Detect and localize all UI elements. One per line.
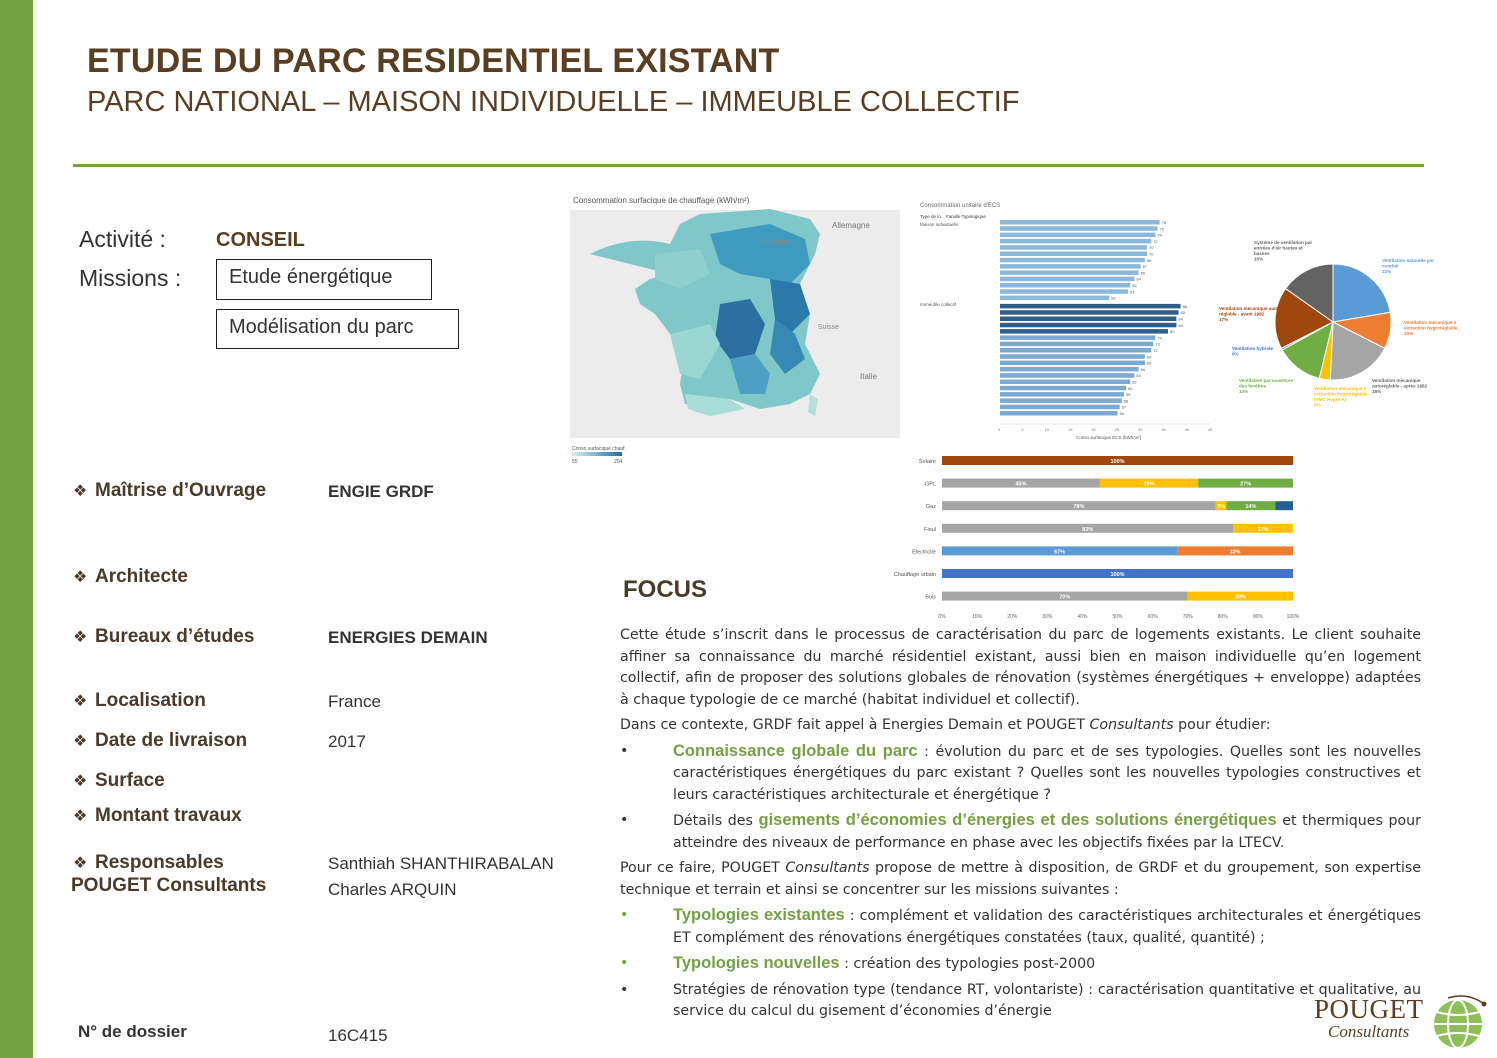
ecs-x-tick: 20: [1091, 427, 1096, 432]
ecs-bar: [1000, 289, 1128, 294]
ecs-bar: [1000, 226, 1158, 231]
pie-slice-label: Ventilation mécanique auto réglable - avant 1982 17%: [1219, 306, 1279, 322]
ecs-chart-title: Consommation unitaire d'ECS: [920, 203, 1001, 209]
ecs-bar-label: 64: [1136, 373, 1141, 379]
stacked-bar-label: 14%: [1245, 504, 1257, 511]
pie-chart-svg: [1214, 232, 1458, 422]
responsables-company: POUGET Consultants: [71, 875, 267, 896]
diamond-bullet-icon: ❖: [73, 855, 88, 872]
ecs-bar: [1000, 405, 1120, 410]
ecs-bar-label: 84: [1178, 316, 1183, 322]
focus-bullet-4: • Typologies nouvelles : création des typologies post-2000: [620, 954, 1096, 972]
stacked-x-tick: 70%: [1182, 614, 1193, 620]
ecs-bar-label: 69: [1146, 354, 1152, 360]
diamond-bullet-icon: ❖: [73, 693, 88, 710]
ecs-bar: [1000, 258, 1145, 263]
ecs-x-tick: 25: [1114, 427, 1120, 432]
pie-slice-label: Ventilation par ouverture des fenêtres 13%: [1239, 378, 1294, 394]
responsables-label: ❖ Responsables: [73, 852, 224, 873]
logo-text-consultants: Consultants: [1328, 1022, 1410, 1041]
ecs-chart-svg: [916, 198, 1212, 443]
responsable-1: Santhiah SHANTHIRABALAN: [328, 854, 554, 873]
ecs-bar-label: 72: [1153, 238, 1158, 244]
ecs-bar: [1000, 264, 1141, 269]
ecs-x-tick: 15: [1068, 427, 1073, 432]
ecs-bar: [1000, 398, 1122, 403]
ecs-bar-label: 67: [1142, 264, 1148, 270]
stacked-bar-label: 27%: [1240, 481, 1252, 488]
ecs-bar: [1000, 335, 1155, 340]
ecs-bar-label: 62: [1132, 283, 1137, 288]
ecs-bar: [1000, 245, 1147, 250]
ecs-bar: [1000, 310, 1179, 315]
diamond-bullet-icon: ❖: [73, 483, 88, 500]
ecs-bar: [1000, 361, 1145, 366]
ecs-bar: [1000, 252, 1147, 257]
stacked-bar-label: 67%: [1054, 549, 1066, 556]
ecs-bar-label: 74: [1157, 232, 1162, 238]
ecs-bar: [1000, 373, 1134, 378]
ecs-bar-label: 57: [1121, 404, 1127, 410]
maitrise-label: ❖ Maîtrise d’Ouvrage: [73, 480, 267, 501]
stacked-x-tick: 60%: [1147, 614, 1158, 620]
ecs-bar-label: 52: [1111, 295, 1116, 301]
ecs-bar: [1000, 354, 1145, 359]
pie-slice-label: Système de ventilation par entrées d'air hautes et basses 15%: [1254, 240, 1313, 262]
stacked-category-label: Chauffage urbain: [893, 572, 936, 578]
dossier-value: 16C415: [328, 1026, 388, 1045]
ecs-group-label: Maison individuelle: [920, 222, 959, 227]
map-label-italie: Italie: [860, 372, 877, 381]
ecs-bar: [1000, 239, 1151, 244]
localisation-value: France: [328, 692, 381, 711]
stacked-bar-segment: [1275, 501, 1293, 510]
ecs-x-tick: 35: [1161, 427, 1166, 432]
ecs-bar: [1000, 342, 1153, 347]
ecs-bar-label: 75: [1159, 226, 1164, 232]
activite-value: CONSEIL: [216, 229, 305, 251]
ecs-bar-label: 80: [1170, 329, 1175, 335]
france-map: [570, 194, 902, 464]
ecs-bar: [1000, 392, 1124, 397]
ecs-bar-label: 59: [1125, 392, 1131, 398]
ecs-bar-label: 76: [1161, 220, 1167, 225]
ecs-bar-label: 66: [1140, 366, 1146, 372]
pie-slice-label: Ventilation mécanique à extraction hygroréglable 10%: [1404, 320, 1458, 336]
maitrise-value: ENGIE GRDF: [328, 482, 434, 501]
diamond-bullet-icon: ❖: [73, 773, 88, 790]
focus-bullet-1: • Connaissance globale du parc : évolution du parc et de ses typologies. Quelles sont les nouvelles caractéristiques énergétiques du parc existant ? Quelles sont les nouvelles typologies constructives et leurs caractéristiques architecturale et énergétique ?: [620, 741, 1421, 803]
title-divider: [73, 164, 1424, 167]
ecs-bar: [1000, 304, 1181, 309]
activite-label: Activité :: [79, 226, 166, 252]
pie-slice-label: Ventilation mécanique à extraction hygroréglable (VMC Hygro A) 3%: [1314, 386, 1368, 408]
stacked-x-tick: 100%: [1286, 614, 1300, 620]
bureaux-value: ENERGIES DEMAIN: [328, 628, 488, 647]
stacked-bar-label: 3%: [1217, 504, 1226, 511]
date-label: ❖ Date de livraison: [73, 730, 248, 751]
ecs-x-tick: 10: [1044, 427, 1050, 432]
ecs-x-tick: 5: [1021, 427, 1024, 432]
bureaux-label: ❖ Bureaux d’études: [73, 626, 255, 647]
focus-paragraph-3: Pour ce faire, POUGET Consultants propose de mettre à disposition, de GRDF et du groupement, son expertise technique et terrain et ainsi se concentrer sur les missions suivantes :: [620, 860, 1422, 898]
ecs-x-tick: 40: [1184, 427, 1190, 432]
map-legend-title: Conso surfacique chauf.: [572, 446, 626, 452]
diamond-bullet-icon: ❖: [73, 569, 88, 586]
stacked-bar-label: 30%: [1234, 594, 1246, 601]
stacked-bar-label: 28%: [1143, 481, 1155, 488]
ecs-x-tick: 30: [1138, 427, 1143, 432]
focus-paragraph-2: Dans ce contexte, GRDF fait appel à Energies Demain et POUGET Consultants pour étudier:: [620, 717, 1271, 733]
green-sidebar-strip: [0, 0, 33, 1058]
stacked-category-label: Bois: [925, 594, 936, 601]
map-label-allemagne: Allemagne: [832, 221, 870, 230]
pie-slice-label: Ventilation mécanique autoréglable - après 1982 18%: [1372, 378, 1428, 394]
ecs-group-label: Immeuble collectif: [920, 302, 957, 307]
stacked-category-label: Fioul: [924, 526, 936, 533]
stacked-category-label: GPL: [924, 481, 936, 488]
energy-stacked-chart: [880, 450, 1300, 625]
map-label-suisse: Suisse: [818, 324, 840, 331]
focus-bullet-3: • Typologies existantes : complément et validation des caractéristiques architecturales et énergétiques ET complément des rénovations énergétiques constatées (taux, qualité, quantité) ;: [620, 906, 1421, 946]
ecs-bar: [1000, 317, 1176, 322]
stacked-x-tick: 30%: [1042, 614, 1053, 620]
globe-icon: [1428, 992, 1488, 1052]
mission-box-etude: Etude énergétique: [216, 259, 432, 300]
pie-slice-label: Ventilation naturelle par conduit 22%: [1382, 258, 1435, 274]
stacked-bar-label: 70%: [1059, 594, 1071, 601]
mission-box-modelisation: Modélisation du parc: [216, 309, 459, 349]
ecs-bar-label: 74: [1157, 335, 1162, 341]
focus-title: FOCUS: [623, 576, 707, 603]
ecs-bar-label: 72: [1153, 348, 1158, 353]
stacked-category-label: Gaz: [925, 504, 936, 511]
pie-slice-label: Ventilation hybride 0%: [1232, 346, 1274, 357]
focus-bullet-5: • Stratégies de rénovation type (tendance RT, volontariste) : caractérisation quantitative et qualitative, au service du calcul du gisement d’économies d’énergie: [620, 981, 1421, 1019]
stacked-x-tick: 90%: [1252, 614, 1263, 620]
ecs-bar-label: 86: [1182, 303, 1188, 309]
surface-label: ❖ Surface: [73, 770, 165, 791]
ecs-bar-label: 61: [1130, 289, 1135, 295]
ecs-bar-label: 62: [1132, 379, 1137, 385]
stacked-bar-label: 33%: [1229, 549, 1241, 556]
ecs-bar: [1000, 367, 1139, 372]
ecs-bar: [1000, 380, 1130, 385]
stacked-bar-label: 100%: [1110, 572, 1125, 578]
dossier-label: N° de dossier: [78, 1022, 187, 1041]
focus-paragraph-1: Cette étude s’inscrit dans le processus de caractérisation du parc de logements existants. Le client souhaite affiner sa connaissance du marché résidentiel existant, aussi bien en maison individuelle qu’en logement collectif, afin de proposer des solutions globales de rénovation (systèmes énergétiques + enveloppe) adaptées à chaque typologie de ce marché (habitat individuel et collectif).: [620, 627, 1421, 708]
architecte-label: ❖ Architecte: [73, 566, 188, 587]
stacked-bar-label: 45%: [1015, 481, 1027, 488]
ecs-x-tick: 45: [1208, 427, 1213, 432]
stacked-category-label: Electricité: [912, 549, 936, 556]
ecs-bar: [1000, 233, 1155, 238]
stacked-x-tick: 20%: [1007, 614, 1018, 620]
stacked-x-tick: 80%: [1217, 614, 1228, 620]
ecs-bar-label: 73: [1155, 341, 1160, 347]
ecs-bar: [1000, 283, 1130, 288]
pouget-logo: [1310, 992, 1490, 1052]
montant-label: ❖ Montant travaux: [73, 805, 242, 826]
date-value: 2017: [328, 732, 366, 751]
map-legend-max: 204: [614, 459, 623, 465]
ecs-bar-label: 69: [1146, 257, 1152, 263]
stacked-bar-label: 78%: [1073, 504, 1085, 511]
ecs-bar-label: 56: [1119, 411, 1125, 416]
ecs-bar: [1000, 220, 1160, 225]
ecs-col-header: Type de lo..: [920, 214, 944, 219]
stacked-x-tick: 10%: [972, 614, 983, 620]
ecs-bar-label: 60: [1128, 385, 1133, 391]
ecs-bar: [1000, 270, 1139, 275]
ventilation-pie-chart: [1214, 232, 1458, 422]
stacked-chart-svg: [880, 450, 1300, 625]
ecs-bar: [1000, 386, 1126, 391]
ecs-bar-chart: [916, 198, 1212, 443]
ecs-bar-label: 64: [1136, 276, 1141, 282]
stacked-x-tick: 50%: [1112, 614, 1123, 620]
stacked-x-tick: 0%: [938, 614, 946, 620]
map-legend-min: 55: [572, 459, 578, 465]
ecs-bar-label: 85: [1180, 310, 1185, 316]
map-title: Consommation surfacique de chauffage (kWh/m²): [573, 196, 750, 205]
ecs-col-header: Famille Typologique: [946, 214, 986, 219]
ecs-bar: [1000, 296, 1109, 301]
responsable-2: Charles ARQUIN: [328, 880, 457, 899]
map-label-belgique: Belgique: [762, 239, 790, 246]
diamond-bullet-icon: ❖: [73, 733, 88, 750]
ecs-bar: [1000, 329, 1168, 334]
missions-label: Missions :: [79, 265, 182, 291]
ecs-x-label: Conso surfacique ECS (kWh/m²): [1076, 435, 1142, 440]
localisation-label: ❖ Localisation: [73, 690, 206, 711]
ecs-bar: [1000, 348, 1151, 353]
ecs-bar-label: 70: [1149, 245, 1154, 251]
ecs-bar-label: 58: [1123, 398, 1129, 404]
ecs-bar: [1000, 323, 1176, 328]
map-graphic: [570, 194, 902, 464]
ecs-bar-label: 70: [1149, 251, 1154, 257]
page-subtitle: PARC NATIONAL – MAISON INDIVIDUELLE – IMMEUBLE COLLECTIF: [87, 86, 1020, 118]
ecs-bar-label: 69: [1146, 360, 1152, 366]
logo-text-pouget: POUGET: [1314, 994, 1424, 1024]
stacked-x-tick: 40%: [1077, 614, 1088, 620]
focus-body: [620, 625, 1421, 1027]
diamond-bullet-icon: ❖: [73, 808, 88, 825]
stacked-category-label: Solaire: [918, 459, 936, 465]
stacked-bar-label: 100%: [1110, 459, 1125, 465]
diamond-bullet-icon: ❖: [73, 629, 88, 646]
ecs-bar-label: 84: [1178, 322, 1183, 328]
ecs-bar: [1000, 411, 1118, 416]
stacked-bar-label: 83%: [1082, 526, 1094, 533]
ecs-bar-label: 66: [1140, 270, 1146, 276]
page-title: ETUDE DU PARC RESIDENTIEL EXISTANT: [87, 42, 780, 80]
ecs-bar: [1000, 277, 1134, 282]
map-legend-gradient: [572, 452, 622, 456]
focus-bullet-2: • Détails des gisements d’économies d’énergies et des solutions énergétiques et thermiques pour atteindre des niveaux de performance en phase avec les objectifs fixées par la LTECV.: [620, 811, 1421, 851]
stacked-bar-label: 17%: [1257, 526, 1269, 533]
ecs-x-tick: 0: [998, 427, 1001, 432]
